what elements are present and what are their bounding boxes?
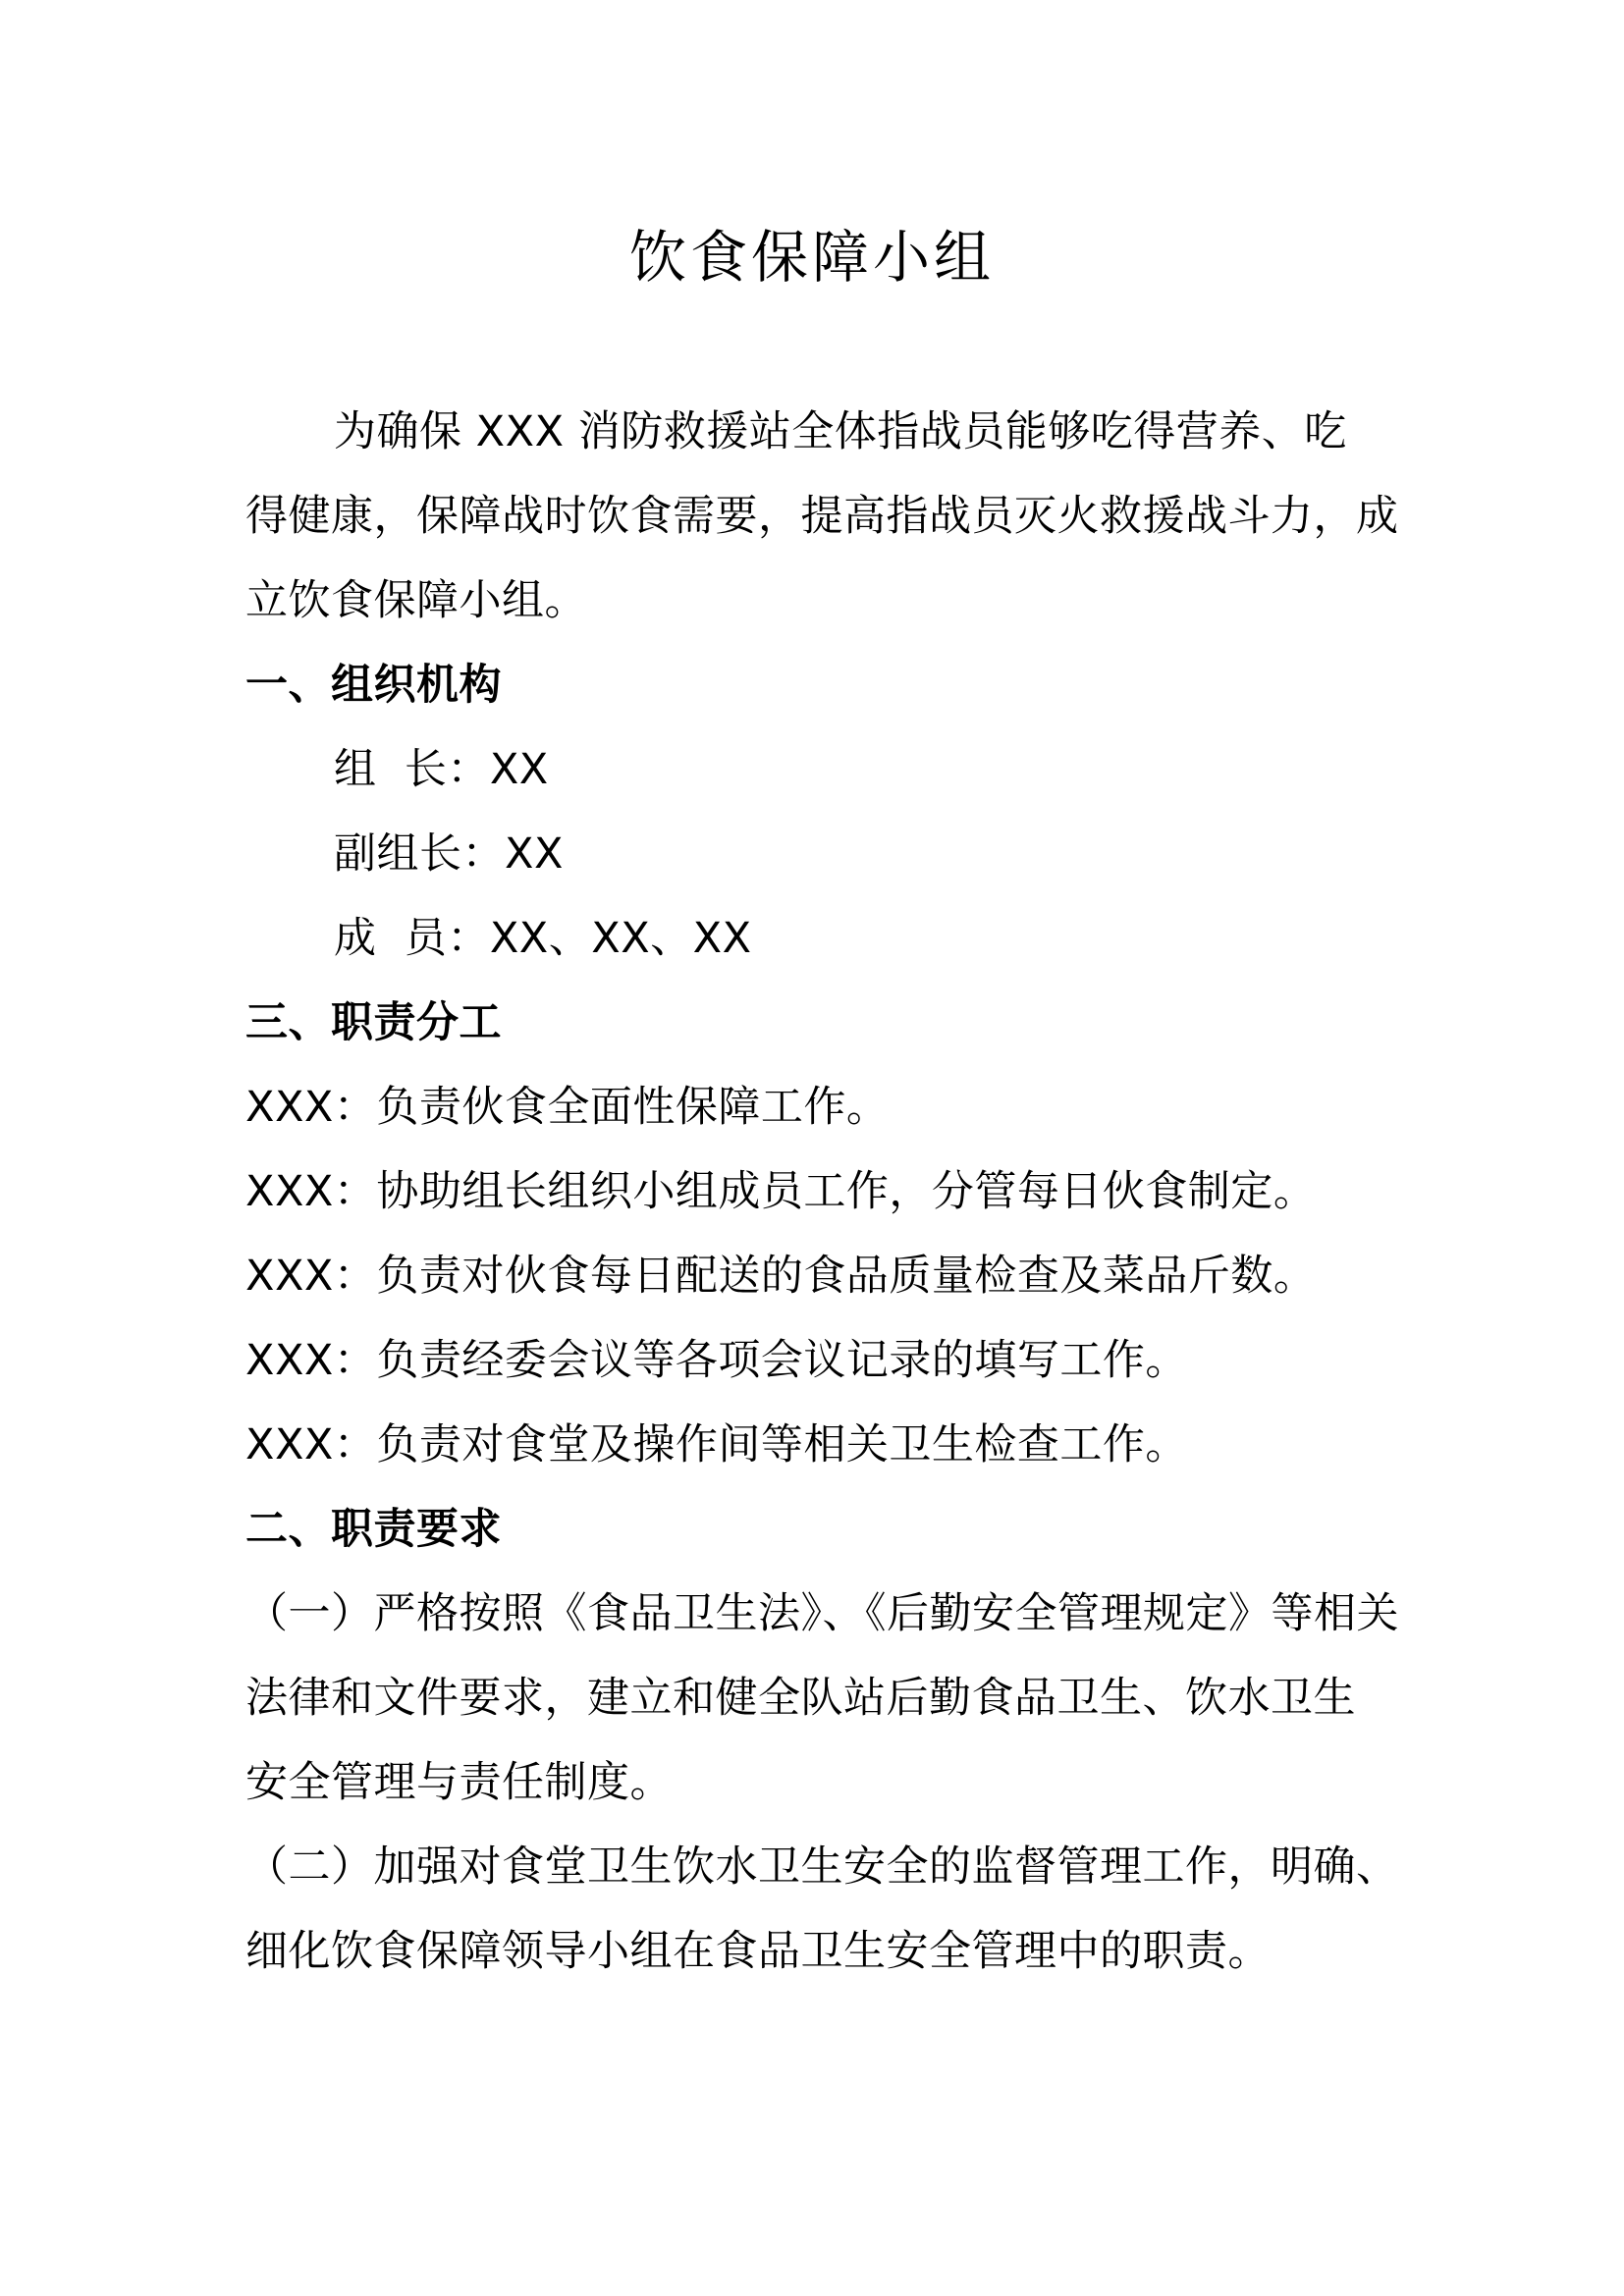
duty-item: XXX：负责对伙食每日配送的食品质量检查及菜品斤数。: [245, 1252, 1317, 1301]
duty-item: XXX：负责对食堂及操作间等相关卫生检查工作。: [245, 1420, 1188, 1469]
requirement-2-line-1: （二）加强对食堂卫生饮水卫生安全的监督管理工作，明确、: [245, 1842, 1399, 1892]
intro-line-3: 立饮食保障小组。: [245, 576, 587, 625]
section-heading-requirements: 二、职责要求: [245, 1505, 502, 1554]
org-leader: 组 长：XX: [334, 745, 549, 794]
requirement-1-line-1: （一）严格按照《食品卫生法》、《后勤安全管理规定》等相关: [245, 1589, 1399, 1638]
duty-item: XXX：负责经委会议等各项会议记录的填写工作。: [245, 1336, 1188, 1385]
org-members: 成 员：XX、XX、XX: [334, 914, 752, 963]
requirement-1-line-3: 安全管理与责任制度。: [245, 1758, 673, 1807]
duty-item: XXX：负责伙食全面性保障工作。: [245, 1083, 890, 1132]
section-heading-duties: 三、职责分工: [245, 998, 502, 1047]
requirement-1-line-2: 法律和文件要求，建立和健全队站后勤食品卫生、饮水卫生: [245, 1674, 1356, 1723]
duty-item: XXX：协助组长组织小组成员工作，分管每日伙食制定。: [245, 1167, 1317, 1216]
intro-line-2: 得健康，保障战时饮食需要，提高指战员灭火救援战斗力，成: [245, 492, 1399, 541]
org-deputy-leader: 副组长：XX: [334, 829, 564, 879]
requirement-2-line-2: 细化饮食保障领导小组在食品卫生安全管理中的职责。: [245, 1927, 1271, 1976]
intro-line-1: 为确保 XXX 消防救援站全体指战员能够吃得营养、吃: [334, 407, 1347, 456]
page-title: 饮食保障小组: [628, 224, 995, 291]
section-heading-organization: 一、组织机构: [245, 661, 502, 710]
